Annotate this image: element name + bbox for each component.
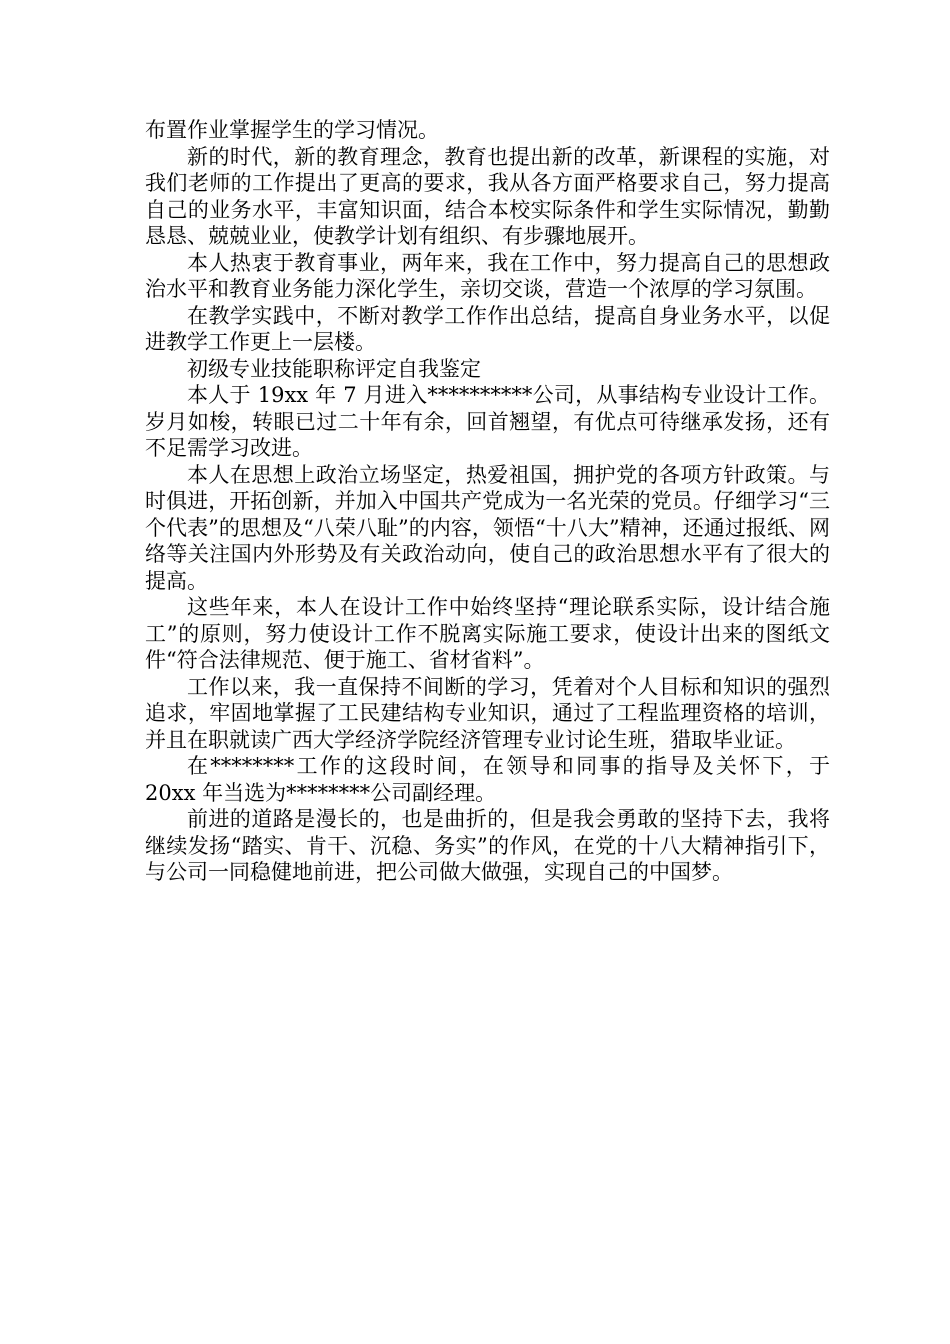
paragraph: 本人在思想上政治立场坚定，热爱祖国，拥护党的各项方针政策。与时俱进，开拓创新，并加入中国共产党成为一名光荣的党员。仔细学习“三个代表”的思想及“八荣八耻”的内容，领悟“十八大”精神，还通过报纸、网络等关注国内外形势及有关政治动向，使自己的政治思想水平有了很大的提高。 (145, 462, 830, 593)
document-body (145, 117, 830, 886)
paragraph: 本人于 19xx 年 7 月进入**********公司，从事结构专业设计工作。岁月如梭，转眼已过二十年有余，回首翘望，有优点可待继承发扬，还有不足需学习改进。 (145, 383, 830, 460)
paragraph: 工作以来，我一直保持不间断的学习，凭着对个人目标和知识的强烈追求，牢固地掌握了工民建结构专业知识，通过了工程监理资格的培训，并且在职就读广西大学经济学院经济管理专业讨论生班，猎取毕业证。 (145, 674, 830, 752)
paragraph: 在********工作的这段时间，在领导和同事的指导及关怀下，于 20xx 年当选为********公司副经理。 (145, 754, 830, 805)
paragraph: 前进的道路是漫长的，也是曲折的，但是我会勇敢的坚持下去，我将继续发扬“踏实、肯干、沉稳、务实”的作风，在党的十八大精神指引下，与公司一同稳健地前进，把公司做大做强，实现自己的中国梦。 (145, 807, 830, 884)
paragraph: 本人热衷于教育事业，两年来，我在工作中，努力提高自己的思想政治水平和教育业务能力深化学生，亲切交谈，营造一个浓厚的学习氛围。 (145, 250, 830, 301)
paragraph: 布置作业掌握学生的学习情况。 (145, 118, 439, 142)
section-heading: 初级专业技能职称评定自我鉴定 (187, 356, 481, 381)
paragraph: 这些年来，本人在设计工作中始终坚持“理论联系实际，设计结合施工”的原则，努力使设计工作不脱离实际施工要求，使设计出来的图纸文件“符合法律规范、便于施工、省材省料”。 (145, 595, 830, 672)
paragraph: 在教学实践中，不断对教学工作作出总结，提高自身业务水平，以促进教学工作更上一层楼。 (145, 303, 830, 354)
paragraph: 新的时代，新的教育理念，教育也提出新的改革，新课程的实施，对我们老师的工作提出了更高的要求，我从各方面严格要求自己，努力提高自己的业务水平，丰富知识面，结合本校实际条件和学生实际情况，勤勤恳恳、兢兢业业，使教学计划有组织、有步骤地展开。 (145, 144, 830, 248)
